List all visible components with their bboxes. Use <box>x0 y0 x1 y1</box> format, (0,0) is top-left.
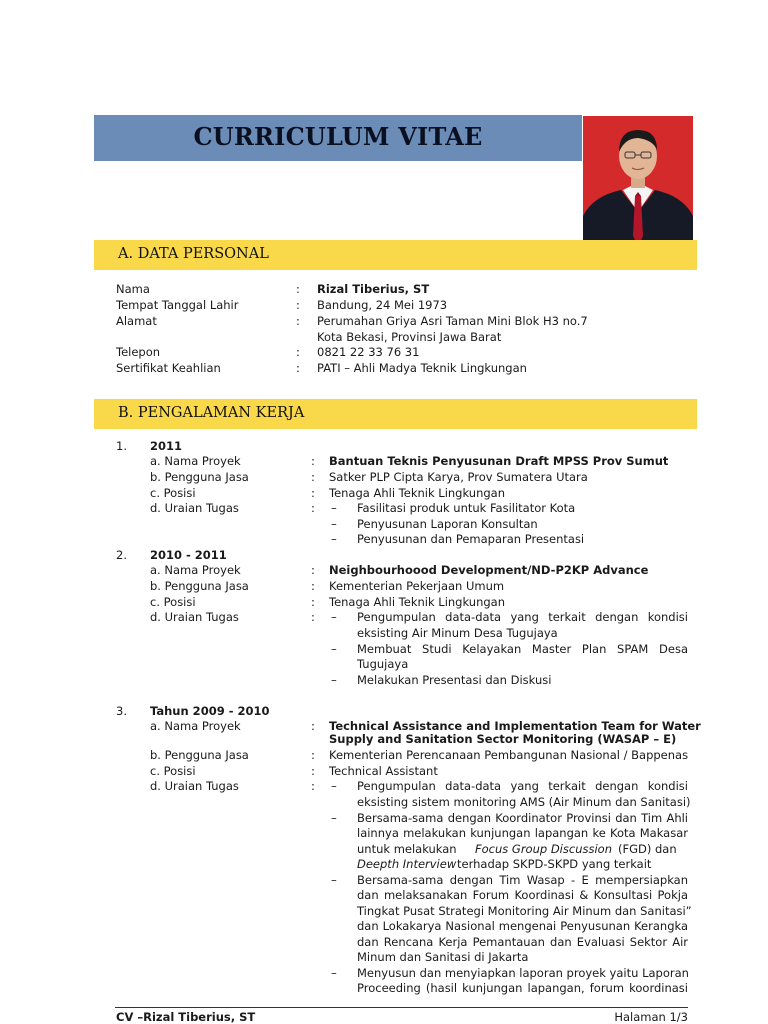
job-project: Technical Assistance and Implementation Team for Water <box>329 719 701 733</box>
task-line: Pengumpulan data-data yang terkait dengan kondisi <box>357 779 688 793</box>
personal-value: Kota Bekasi, Provinsi Jawa Barat <box>317 330 502 344</box>
job-label: c. Posisi <box>150 486 196 500</box>
task-line: Bersama-sama dengan Koordinator Provinsi dan Tim Ahli <box>357 811 688 825</box>
job-number: 3. <box>116 704 127 718</box>
task-item: Penyusunan dan Pemaparan Presentasi <box>357 532 585 546</box>
job-year: 2011 <box>150 439 183 453</box>
colon: : <box>296 361 300 375</box>
job-label: c. Posisi <box>150 764 196 778</box>
personal-value: 0821 22 33 76 31 <box>317 345 420 359</box>
task-line: Pengumpulan data-data yang terkait dengan kondisi <box>357 610 688 624</box>
task-dash: – <box>331 779 337 793</box>
section-personal-bar <box>94 240 697 270</box>
task-line: dan Rencana Kerja Pemantauan dan Evaluasi Sektor Air <box>357 935 688 949</box>
personal-label: Tempat Tanggal Lahir <box>116 298 239 312</box>
task-dash: – <box>331 642 337 656</box>
job-number: 2. <box>116 548 127 562</box>
job-client: Satker PLP Cipta Karya, Prov Sumatera Utara <box>329 470 588 484</box>
personal-value: Rizal Tiberius, ST <box>317 282 430 296</box>
task-line: Membuat Studi Kelayakan Master Plan SPAM Desa <box>357 642 688 656</box>
task-dash: – <box>331 811 337 825</box>
job-client: Kementerian Perencanaan Pembangunan Nasional / Bappenas <box>329 748 689 762</box>
task-dash: – <box>331 873 337 887</box>
task-line: Proceeding (hasil kunjungan lapangan, forum koordinasi <box>357 981 688 995</box>
section-experience-title: B. PENGALAMAN KERJA <box>118 405 305 421</box>
task-text-italic: Deepth Interview <box>357 857 457 871</box>
job-label: b. Pengguna Jasa <box>150 470 249 484</box>
task-dash: – <box>331 673 337 687</box>
task-line: Tingkat Pusat Strategi Monitoring Air Minum dan Sanitasi” <box>357 904 692 918</box>
task-text: untuk melakukan <box>357 842 457 856</box>
job-year: 2010 - 2011 <box>150 548 227 562</box>
colon: : <box>311 470 315 484</box>
personal-label: Telepon <box>116 345 161 359</box>
job-label: b. Pengguna Jasa <box>150 748 249 762</box>
job-position: Technical Assistant <box>329 764 438 778</box>
page-title: CURRICULUM VITAE <box>193 122 483 151</box>
personal-value: PATI – Ahli Madya Teknik Lingkungan <box>317 361 527 375</box>
section-personal-title: A. DATA PERSONAL <box>118 246 269 262</box>
job-project: Bantuan Teknis Penyusunan Draft MPSS Prov Sumut <box>329 454 669 468</box>
task-dash: – <box>331 517 337 531</box>
task-line: dan Lokakarya Nasional mengenai Penyusunan Kerangka <box>357 919 688 933</box>
job-label: a. Nama Proyek <box>150 454 241 468</box>
task-item: Fasilitasi produk untuk Fasilitator Kota <box>357 501 576 515</box>
colon: : <box>296 282 300 296</box>
task-item: Penyusunan Laporan Konsultan <box>357 517 538 531</box>
job-label: b. Pengguna Jasa <box>150 579 249 593</box>
title-bar <box>94 115 582 161</box>
colon: : <box>296 314 300 328</box>
job-number: 1. <box>116 439 127 453</box>
job-label: d. Uraian Tugas <box>150 501 239 515</box>
footer-page-number: Halaman 1/3 <box>614 1010 688 1024</box>
job-label: a. Nama Proyek <box>150 719 241 733</box>
task-text-italic: Focus Group Discussion <box>475 842 612 856</box>
personal-label: Nama <box>116 282 150 296</box>
colon: : <box>311 501 315 515</box>
colon: : <box>311 779 315 793</box>
job-position: Tenaga Ahli Teknik Lingkungan <box>329 595 505 609</box>
colon: : <box>311 595 315 609</box>
colon: : <box>311 610 315 624</box>
personal-value: Bandung, 24 Mei 1973 <box>317 298 448 312</box>
colon: : <box>296 298 300 312</box>
job-position: Tenaga Ahli Teknik Lingkungan <box>329 486 505 500</box>
task-text: terhadap SKPD-SKPD yang terkait <box>457 857 652 871</box>
task-dash: – <box>331 532 337 546</box>
task-line: Menyusun dan menyiapkan laporan proyek yaitu Laporan <box>357 966 689 980</box>
colon: : <box>311 719 315 733</box>
task-dash: – <box>331 501 337 515</box>
colon: : <box>311 579 315 593</box>
task-line: Minum dan Sanitasi di Jakarta <box>357 950 529 964</box>
footer-name: CV –Rizal Tiberius, ST <box>116 1010 256 1024</box>
job-label: a. Nama Proyek <box>150 563 241 577</box>
colon: : <box>311 748 315 762</box>
task-line: dan melaksanakan Forum Koordinasi & Konsultasi Pokja <box>357 888 688 902</box>
colon: : <box>311 563 315 577</box>
job-project: Neighbourhoood Development/ND-P2KP Advance <box>329 563 649 577</box>
task-line: Bersama-sama dengan Tim Wasap - E mempersiapkan <box>357 873 688 887</box>
task-text: (FGD) dan <box>618 842 677 856</box>
task-dash: – <box>331 966 337 980</box>
colon: : <box>296 345 300 359</box>
colon: : <box>311 486 315 500</box>
colon: : <box>311 764 315 778</box>
job-label: d. Uraian Tugas <box>150 610 239 624</box>
task-line: lainnya melakukan kunjungan lapangan ke Kota Makasar <box>357 826 688 840</box>
task-line: eksisting Air Minum Desa Tugujaya <box>357 626 558 640</box>
personal-label: Sertifikat Keahlian <box>116 361 221 375</box>
job-project: Supply and Sanitation Sector Monitoring (WASAP – E) <box>329 732 677 746</box>
colon: : <box>311 454 315 468</box>
task-line: Melakukan Presentasi dan Diskusi <box>357 673 552 687</box>
job-label: d. Uraian Tugas <box>150 779 239 793</box>
personal-value: Perumahan Griya Asri Taman Mini Blok H3 no.7 <box>317 314 588 328</box>
job-label: c. Posisi <box>150 595 196 609</box>
task-dash: – <box>331 610 337 624</box>
job-year: Tahun 2009 - 2010 <box>150 704 270 718</box>
task-line: eksisting sistem monitoring AMS (Air Minum dan Sanitasi) <box>357 795 691 809</box>
footer-divider <box>115 1007 688 1008</box>
job-client: Kementerian Pekerjaan Umum <box>329 579 505 593</box>
personal-label: Alamat <box>116 314 157 328</box>
task-line: Tugujaya <box>357 657 409 671</box>
section-experience-bar <box>94 399 697 429</box>
